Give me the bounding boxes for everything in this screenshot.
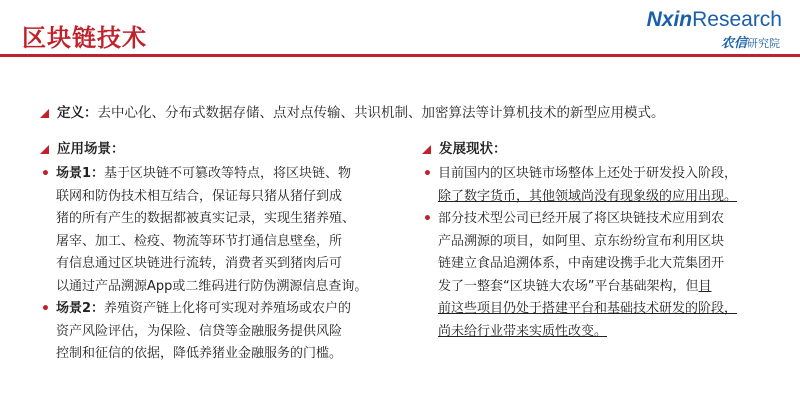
scenario-1-line: 屠宰、加工、检疫、物流等环节打通信息壁垒，所: [56, 233, 343, 249]
status-2-line: 发了一整套“区块链大农场”平台基础架构，但: [438, 278, 699, 294]
logo-research: Research: [692, 8, 782, 31]
status-heading: 发展现状：: [439, 141, 507, 157]
definition-label: 定义：: [57, 105, 98, 121]
scenario-2-line: 养殖资产链上化将可实现对养殖场或农户的: [104, 301, 352, 316]
bullet-dot-icon: •: [423, 211, 432, 227]
scenarios-heading: 应用场景：: [57, 141, 125, 157]
logo-subtitle: [721, 32, 780, 51]
status-item-1: [422, 163, 767, 208]
scenario-1-line: 猪的所有产生的数据都被真实记录，实现生猪养殖、: [56, 211, 356, 226]
scenarios-column: [40, 137, 380, 366]
scenario-2-line: 控制和征信的依据，降低养猪业金融服务的门槛。: [56, 346, 343, 361]
triangle-bullet-icon: [422, 145, 431, 154]
title-divider: [0, 54, 800, 57]
status-column: [422, 137, 767, 343]
scenario-item-2: [40, 298, 380, 366]
triangle-bullet-icon: [40, 109, 49, 118]
page-title: 区块链技术: [22, 24, 147, 52]
status-2-line-underlined: 尚未给行业带来实质性改变。: [438, 323, 608, 339]
logo-wordmark: [647, 8, 782, 32]
status-2-line: 部分技术型公司已经开展了将区块链技术应用到农: [438, 211, 725, 226]
logo-cn-sub: 研究院: [747, 37, 780, 50]
scenarios-heading-row: [40, 137, 380, 157]
triangle-bullet-icon: [40, 145, 49, 154]
status-item-2: [422, 208, 767, 343]
scenario-item-1: [40, 163, 380, 298]
definition-text: 去中心化、分布式数据存储、点对点传输、共识机制、加密算法等计算机技术的新型应用模式。: [97, 105, 665, 121]
status-2-underlined: 目: [698, 278, 712, 294]
scenario-1-line: 有信息通过区块链进行流转，消费者买到猪肉后可: [56, 256, 343, 271]
status-2-line: 产品溯源的项目，如阿里、京东纷纷宣布利用区块: [438, 233, 725, 249]
scenario-1-line: 基于区块链不可篡改等特点，将区块链、物: [104, 166, 352, 181]
scenario-1-line: 联网和防伪技术相互结合，保证每只猪从猪仔到成: [56, 188, 343, 204]
status-heading-row: [422, 137, 767, 157]
logo-brand: Nxin: [646, 8, 693, 31]
logo-cn-brand: 农信: [720, 36, 747, 51]
scenario-1-label: 场景1：: [56, 166, 105, 181]
status-1-line-underlined: 除了数字货币，其他领域尚没有现象级的应用出现。: [438, 188, 738, 204]
scenario-2-label: 场景2：: [56, 301, 105, 316]
scenario-2-line: 资产风险评估，为保险、信贷等金融服务提供风险: [56, 323, 343, 339]
nxin-research-logo: [572, 8, 782, 51]
status-2-line-underlined: 前这些项目仍处于搭建平台和基础技术研发的阶段，: [438, 301, 738, 316]
bullet-dot-icon: •: [41, 301, 50, 317]
status-2-line: 链建立食品追溯体系，中南建设携手北大荒集团开: [438, 256, 725, 271]
bullet-dot-icon: •: [423, 166, 432, 182]
definition: [40, 101, 665, 121]
scenario-1-line: 以通过产品溯源App或二维码进行防伪溯源信息查询。: [56, 278, 368, 294]
bullet-dot-icon: •: [41, 166, 50, 182]
status-1-line: 目前国内的区块链市场整体上还处于研发投入阶段，: [438, 166, 738, 181]
